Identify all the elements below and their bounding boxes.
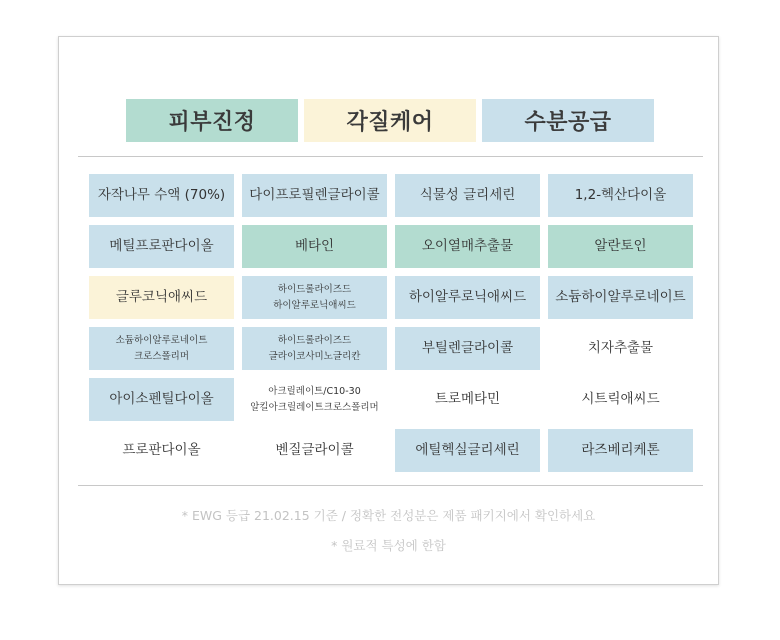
ingredient-cell: 프로판다이올 bbox=[122, 442, 201, 459]
category-legend bbox=[126, 99, 654, 142]
ingredient-card bbox=[58, 36, 719, 585]
ingredient-cell: 하이드롤라이즈드 글라이코사미노글리칸 bbox=[242, 327, 387, 370]
ingredient-cell: 자작나무 수액 (70%) bbox=[89, 174, 234, 217]
ingredient-cell: 아크릴레이트/C10-30 알킬아크릴레이트크로스폴리머 bbox=[250, 386, 379, 413]
ingredient-grid bbox=[89, 174, 693, 472]
ingredient-cell: 1,2-헥산다이올 bbox=[548, 174, 693, 217]
ingredient-cell: 다이프로필렌글라이콜 bbox=[242, 174, 387, 217]
ingredient-cell: 시트릭애씨드 bbox=[581, 391, 660, 408]
ingredient-cell: 아이소펜틸다이올 bbox=[89, 378, 234, 421]
ingredient-cell: 소듐하이알루로네이트 bbox=[548, 276, 693, 319]
ingredient-cell: 소듐하이알루로네이트 크로스폴리머 bbox=[89, 327, 234, 370]
legend-moisture-supply: 수분공급 bbox=[482, 99, 654, 142]
legend-exfoliation-care: 각질케어 bbox=[304, 99, 476, 142]
footnote-property: * 원료적 특성에 한함 bbox=[331, 538, 446, 553]
legend-skin-soothing: 피부진정 bbox=[126, 99, 298, 142]
ingredient-cell: 치자추출물 bbox=[587, 340, 654, 357]
ingredient-cell: 베타인 bbox=[242, 225, 387, 268]
ingredient-cell: 오이열매추출물 bbox=[395, 225, 540, 268]
ingredient-cell: 트로메타민 bbox=[434, 391, 501, 408]
bottom-divider bbox=[78, 485, 703, 486]
ingredient-cell: 알란토인 bbox=[548, 225, 693, 268]
ingredient-cell: 하이알루로닉애씨드 bbox=[395, 276, 540, 319]
ingredient-cell: 벤질글라이콜 bbox=[275, 442, 354, 459]
ingredient-cell: 식물성 글리세린 bbox=[395, 174, 540, 217]
ingredient-cell: 부틸렌글라이콜 bbox=[395, 327, 540, 370]
ingredient-cell: 라즈베리케톤 bbox=[548, 429, 693, 472]
ingredient-cell: 하이드롤라이즈드 하이알루로닉애씨드 bbox=[242, 276, 387, 319]
footnotes bbox=[59, 506, 718, 566]
footnote-ewg: * EWG 등급 21.02.15 기준 / 정확한 전성분은 제품 패키지에서 확인하세요 bbox=[181, 508, 596, 523]
ingredient-cell: 글루코닉애씨드 bbox=[89, 276, 234, 319]
ingredient-cell: 에틸헥실글리세린 bbox=[395, 429, 540, 472]
top-divider bbox=[78, 156, 703, 157]
ingredient-cell: 메틸프로판다이올 bbox=[89, 225, 234, 268]
